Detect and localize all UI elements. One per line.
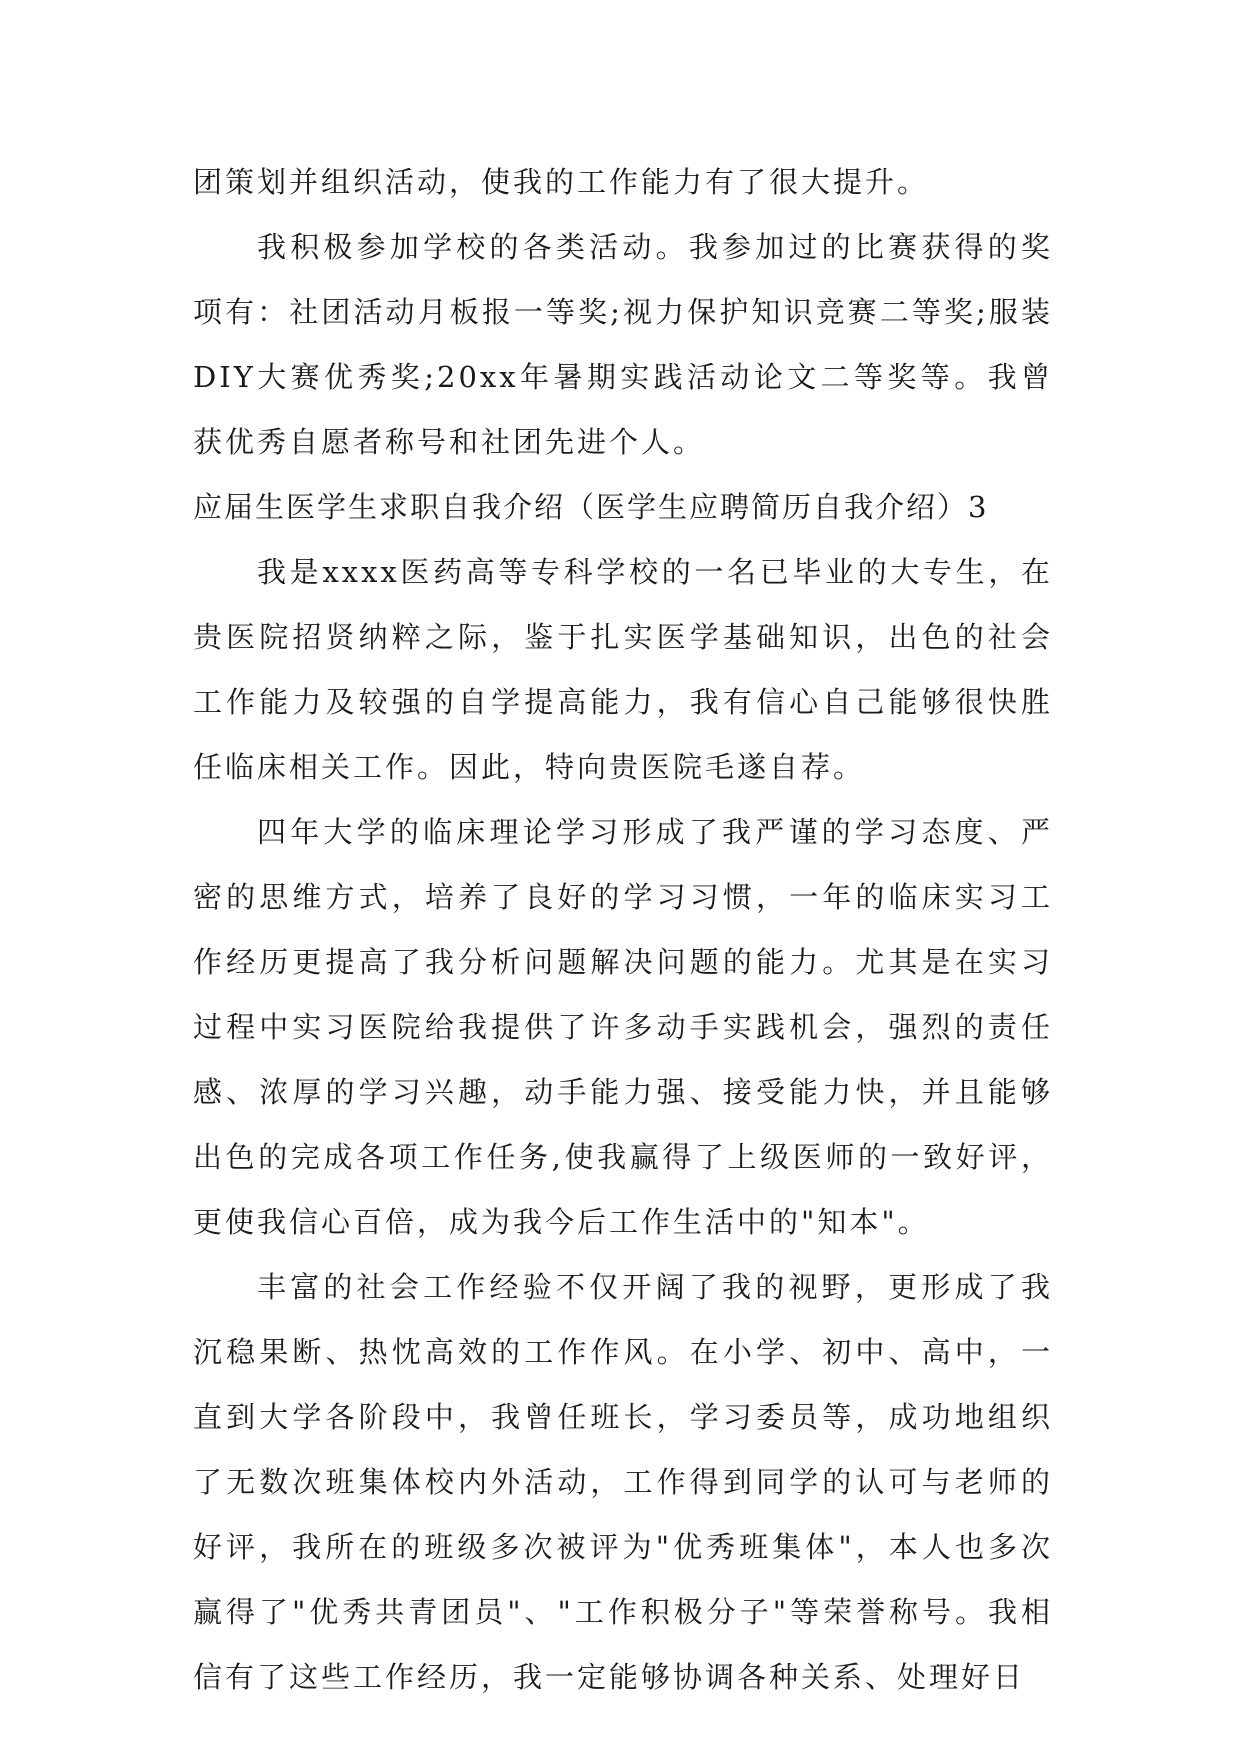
paragraph-introduction: 我是xxxx医药高等专科学校的一名已毕业的大专生，在贵医院招贤纳粹之际，鉴于扎实医学基础知识，出色的社会工作能力及较强的自学提高能力，我有信心自己能够很快胜任临床相关工作。因此，特向贵医院毛遂自荐。: [193, 555, 1053, 784]
section-heading: 应届生医学生求职自我介绍（医学生应聘简历自我介绍）3: [193, 490, 989, 524]
paragraph-clinical-study: 四年大学的临床理论学习形成了我严谨的学习态度、严密的思维方式，培养了良好的学习习惯，一年的临床实习工作经历更提高了我分析问题解决问题的能力。尤其是在实习过程中实习医院给我提供了许多动手实践机会，强烈的责任感、浓厚的学习兴趣，动手能力强、接受能力快，并且能够出色的完成各项工作任务,使我赢得了上级医师的一致好评，更使我信心百倍，成为我今后工作生活中的"知本"。: [193, 815, 1053, 1239]
document-page: [193, 150, 1053, 1710]
paragraph-awards: 我积极参加学校的各类活动。我参加过的比赛获得的奖项有：社团活动月板报一等奖;视力保护知识竞赛二等奖;服装DIY大赛优秀奖;20xx年暑期实践活动论文二等奖等。我曾获优秀自愿者称号和社团先进个人。: [193, 230, 1053, 459]
paragraph-social-experience: 丰富的社会工作经验不仅开阔了我的视野，更形成了我沉稳果断、热忱高效的工作作风。在小学、初中、高中，一直到大学各阶段中，我曾任班长，学习委员等，成功地组织了无数次班集体校内外活动，工作得到同学的认可与老师的好评，我所在的班级多次被评为"优秀班集体"，本人也多次赢得了"优秀共青团员"、"工作积极分子"等荣誉称号。我相信有了这些工作经历，我一定能够协调各种关系、处理好日: [193, 1270, 1053, 1694]
paragraph-continuation: 团策划并组织活动，使我的工作能力有了很大提升。: [193, 165, 930, 199]
